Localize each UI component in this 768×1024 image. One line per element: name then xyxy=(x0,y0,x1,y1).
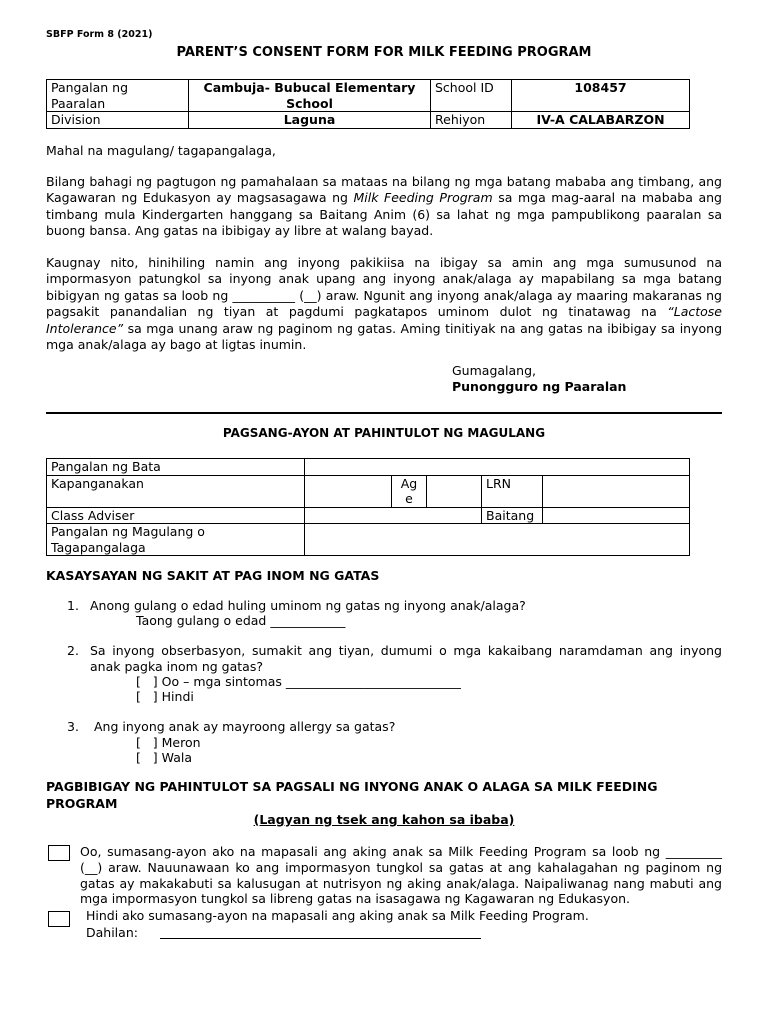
history-heading: KASAYSAYAN NG SAKIT AT PAG INOM NG GATAS xyxy=(46,568,380,583)
reason-input-line[interactable] xyxy=(160,938,481,939)
child-name-field[interactable] xyxy=(305,459,690,476)
form-code: SBFP Form 8 (2021) xyxy=(46,29,153,40)
question-3: Ang inyong anak ay mayroong allergy sa gatas? xyxy=(94,719,396,734)
p2-lactose-term: “Lactose Intolerance” xyxy=(46,304,722,336)
q3-option-no[interactable]: [ ] Wala xyxy=(136,750,192,765)
consent-no-checkbox[interactable] xyxy=(48,911,70,927)
age-field[interactable] xyxy=(427,475,482,507)
q2-option-no[interactable]: [ ] Hindi xyxy=(136,689,194,704)
age-label: Ag e xyxy=(392,475,427,507)
question-2: Sa inyong obserbasyon, sumakit ang tiyan, dumumi o mga kakaibang naramdaman ang inyong anak pagka inom ng gatas? xyxy=(90,643,722,674)
letter-paragraph-2 xyxy=(46,255,722,353)
division-value: Laguna xyxy=(189,112,431,129)
birthday-field[interactable] xyxy=(305,475,392,507)
school-name-value: Cambuja- Bubucal Elementary School xyxy=(189,80,431,112)
class-adviser-field[interactable] xyxy=(305,507,482,524)
grade-field[interactable] xyxy=(543,507,690,524)
reason-label: Dahilan: xyxy=(86,925,138,940)
parent-name-label: Pangalan ng Magulang o Tagapangalaga xyxy=(47,524,305,556)
letter-closing: Gumagalang, xyxy=(452,363,537,378)
p1-text-a: Bilang bahagi ng pagtugon ng pamahalaan sa mataas na bilang ng mga batang mababa ang timbang, ang Kagawaran ng Edukasyon ay magsasagawa ng xyxy=(46,174,722,206)
birthday-label: Kapanganakan xyxy=(47,475,305,507)
region-value: IV-A CALABARZON xyxy=(512,112,690,129)
letter-signatory: Punongguro ng Paaralan xyxy=(452,379,627,394)
p1-program-name: Milk Feeding Program xyxy=(353,190,493,206)
permission-heading: PAGBIBIGAY NG PAHINTULOT SA PAGSALI NG INYONG ANAK O ALAGA SA MILK FEEDING PROGRAM xyxy=(46,779,658,811)
consent-heading: PAGSANG-AYON AT PAHINTULOT NG MAGULANG xyxy=(222,426,546,440)
permission-instruction: (Lagyan ng tsek ang kahon sa ibaba) xyxy=(253,812,515,827)
division-label: Division xyxy=(47,112,189,129)
q1-answer-line[interactable]: Taong gulang o edad ____________ xyxy=(136,613,346,628)
school-name-label: Pangalan ng Paaralan xyxy=(47,80,189,112)
consent-no-text: Hindi ako sumasang-ayon na mapasali ang aking anak sa Milk Feeding Program. xyxy=(86,908,589,923)
p1-text-b: sa mga mag-aaral na mababa ang timbang mula Kindergarten hanggang sa Baitang Anim (6) sa lahat ng mga pampublikong paaralan sa buong bansa. Ang gatas na ibibigay ay libre at walang bayad. xyxy=(46,190,722,239)
p2-text-b: sa mga unang araw ng paginom ng gatas. Aming tinitiyak na ang gatas na ibibigay sa inyong mga anak/alaga ay bago at ligtas inumin. xyxy=(46,320,722,353)
lrn-label: LRN xyxy=(482,475,543,507)
section-divider xyxy=(46,412,722,414)
school-id-label: School ID xyxy=(431,80,512,112)
q2-option-yes[interactable]: [ ] Oo – mga sintomas ____________________________ xyxy=(136,674,461,689)
p2-text-a: Kaugnay nito, hinihiling namin ang inyong pakikiisa na ibigay sa amin ang mga sumusunod na impormasyon patungkol sa inyong anak upang ang inyong anak/alaga ay mapabilang sa mga batang bibigyan ng gatas sa loob ng __________ (__) araw. Ngunit ang inyong anak/alaga ay maaring makaranas ng pagsakit panandalian ng tiyan at pagdumi pagkatapos uminom dulot ng tinatawag na xyxy=(46,255,722,320)
lrn-field[interactable] xyxy=(543,475,690,507)
region-label: Rehiyon xyxy=(431,112,512,129)
student-info-table xyxy=(46,458,690,556)
q1-number: 1. xyxy=(67,598,79,613)
question-1: Anong gulang o edad huling uminom ng gatas ng inyong anak/alaga? xyxy=(90,598,526,613)
school-info-table xyxy=(46,79,690,129)
child-name-label: Pangalan ng Bata xyxy=(47,459,305,476)
q2-number: 2. xyxy=(67,643,79,658)
parent-name-field[interactable] xyxy=(305,524,690,556)
q3-number: 3. xyxy=(67,719,79,734)
q3-option-yes[interactable]: [ ] Meron xyxy=(136,735,201,750)
consent-yes-checkbox[interactable] xyxy=(48,845,70,861)
school-id-value: 108457 xyxy=(512,80,690,112)
letter-paragraph-1 xyxy=(46,174,722,240)
class-adviser-label: Class Adviser xyxy=(47,507,305,524)
consent-yes-text: Oo, sumasang-ayon ako na mapasali ang aking anak sa Milk Feeding Program sa loob ng _________ (__) araw. Nauunawaan ko ang impormasyon tungkol sa gatas at ang kahalagahan ng paginom ng gatas ay makakabuti sa kalusugan at nutrisyon ng aking anak/alaga. Naipaliwanag nang mabuti ang mga impormasyon tungkol sa libreng gatas na isasagawa ng Kagawaran ng Edukasyon. xyxy=(80,844,722,907)
grade-label: Baitang xyxy=(482,507,543,524)
letter-greeting: Mahal na magulang/ tagapangalaga, xyxy=(46,143,276,158)
page-title: PARENT’S CONSENT FORM FOR MILK FEEDING PROGRAM xyxy=(176,45,592,60)
